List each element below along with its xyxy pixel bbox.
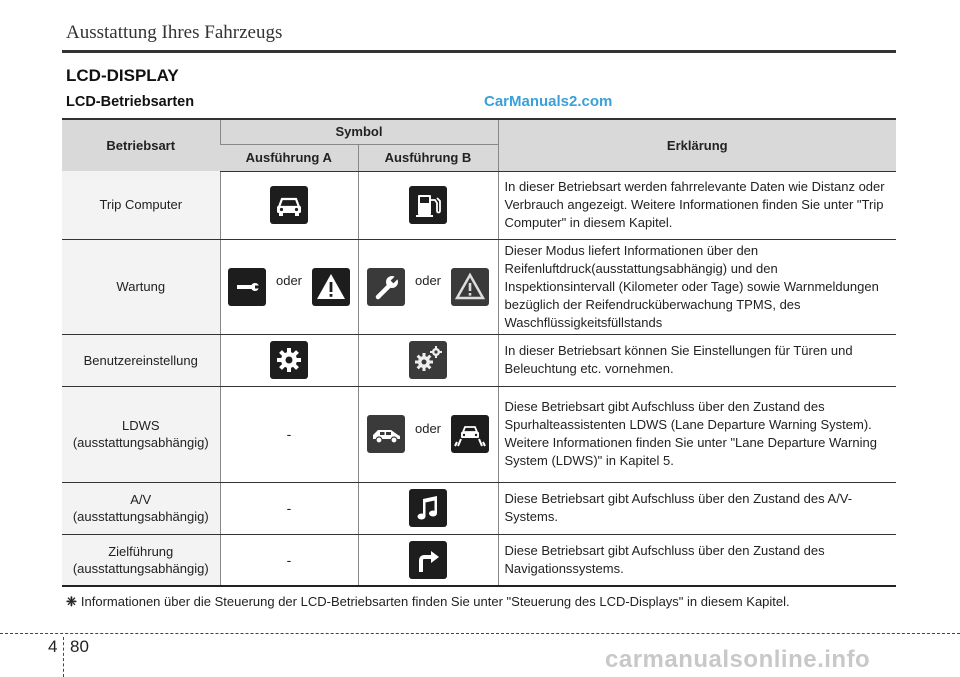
- mode-label: Zielführung: [108, 543, 174, 559]
- chapter-number: 4: [48, 637, 58, 656]
- explanation-cell: Dieser Modus liefert Informationen über den Reifenluftdruck(ausstattungsabhängig) und den Inspektionsintervall (Kilometer oder Tage) sowie Warnmeldungen bezüglich der Reifendrucküberwachung TPMS, des Waschflüssigkeitsfüllstands: [498, 239, 896, 334]
- mode-cell: [62, 334, 220, 386]
- car-side-icon: [367, 415, 405, 453]
- explanation-cell: Diese Betriebsart gibt Aufschluss über den Zustand des Navigationssystems.: [498, 534, 896, 586]
- warning-triangle-icon: [451, 268, 489, 306]
- mode-label: LDWS: [121, 418, 160, 433]
- symbol-b-cell: [358, 386, 498, 482]
- mode-label: Wartung: [116, 279, 166, 294]
- explanation-cell: In dieser Betriebsart werden fahrrelevante Daten wie Distanz oder Verbrauch angezeigt. Weitere Informationen finden Sie unter "Trip Computer" in diesem Kapitel.: [498, 171, 896, 239]
- symbol-b-cell: [358, 239, 498, 334]
- watermark-top: CarManuals2.com: [484, 93, 613, 110]
- lane-departure-icon: [451, 415, 489, 453]
- mode-cell: [62, 534, 220, 586]
- symbol-a-cell: [220, 239, 358, 334]
- mode-label: Trip Computer: [99, 197, 183, 213]
- gear-icon: [270, 341, 308, 379]
- col-header-version-b: Ausführung B: [358, 144, 498, 171]
- section-title: LCD-DISPLAY: [66, 66, 179, 85]
- turn-right-arrow-icon: [409, 541, 447, 579]
- watermark-bottom: carmanualsonline.info: [605, 646, 871, 673]
- subsection-title: LCD-Betriebsarten: [66, 94, 195, 110]
- table-row: [62, 386, 896, 482]
- no-symbol-dash: -: [286, 426, 292, 442]
- or-label: oder: [275, 273, 303, 288]
- warning-triangle-icon: [312, 268, 350, 306]
- gears-icon: [409, 341, 447, 379]
- mode-note: (ausstattungsabhängig): [72, 435, 209, 450]
- footer-rule: [0, 633, 960, 634]
- col-header-symbol: Symbol: [220, 119, 498, 144]
- or-label: oder: [414, 273, 442, 288]
- fuel-station-icon: [409, 186, 447, 224]
- footnote-text: Informationen über die Steuerung der LCD-Betriebsarten finden Sie unter "Steuerung des LCD-Displays" in diesem Kapitel.: [80, 594, 790, 609]
- wrench-icon: [367, 268, 405, 306]
- page-number-separator: [63, 637, 64, 677]
- or-label: oder: [414, 420, 442, 436]
- symbol-b-cell: [358, 482, 498, 534]
- footnote-mark: ❈: [66, 594, 77, 609]
- mode-cell: [62, 386, 220, 482]
- wrench-icon: [228, 268, 266, 306]
- explanation-cell: In dieser Betriebsart können Sie Einstellungen für Türen und Beleuchtung etc. vornehmen.: [498, 334, 896, 386]
- symbol-a-cell: [220, 482, 358, 534]
- mode-cell: [62, 171, 220, 239]
- mode-note: (ausstattungsabhängig): [72, 509, 209, 524]
- symbol-a-cell: [220, 171, 358, 239]
- col-header-explanation: Erklärung: [498, 119, 896, 171]
- explanation-cell: Diese Betriebsart gibt Aufschluss über den Zustand des A/V-Systems.: [498, 482, 896, 534]
- mode-note: (ausstattungsabhängig): [72, 560, 209, 576]
- mode-label: A/V: [130, 492, 152, 507]
- footnote: [66, 594, 790, 610]
- symbol-a-cell: [220, 534, 358, 586]
- page-number: 80: [70, 637, 89, 656]
- page-header-title: Ausstattung Ihres Fahrzeugs: [66, 22, 283, 43]
- car-icon: [270, 186, 308, 224]
- no-symbol-dash: -: [286, 500, 292, 516]
- lcd-modes-table: [62, 118, 896, 587]
- col-header-version-a: Ausführung A: [220, 144, 358, 171]
- mode-cell: [62, 482, 220, 534]
- table-row: [62, 534, 896, 586]
- symbol-b-cell: [358, 334, 498, 386]
- mode-label: Benutzereinstellung: [83, 352, 198, 368]
- explanation-cell: Diese Betriebsart gibt Aufschluss über den Zustand des Spurhalteassistenten LDWS (Lane Departure Warning System). Weitere Informationen finden Sie unter "Lane Departure Warning System (LDWS)" in Kapitel 5.: [498, 386, 896, 482]
- music-note-icon: [409, 489, 447, 527]
- table-row: [62, 334, 896, 386]
- symbol-a-cell: [220, 386, 358, 482]
- symbol-b-cell: [358, 171, 498, 239]
- symbol-b-cell: [358, 534, 498, 586]
- mode-cell: [62, 239, 220, 334]
- header-rule: [62, 50, 896, 53]
- table-row: [62, 482, 896, 534]
- col-header-mode: Betriebsart: [62, 119, 220, 171]
- symbol-a-cell: [220, 334, 358, 386]
- table-row: [62, 239, 896, 334]
- no-symbol-dash: -: [286, 551, 292, 568]
- table-row: [62, 171, 896, 239]
